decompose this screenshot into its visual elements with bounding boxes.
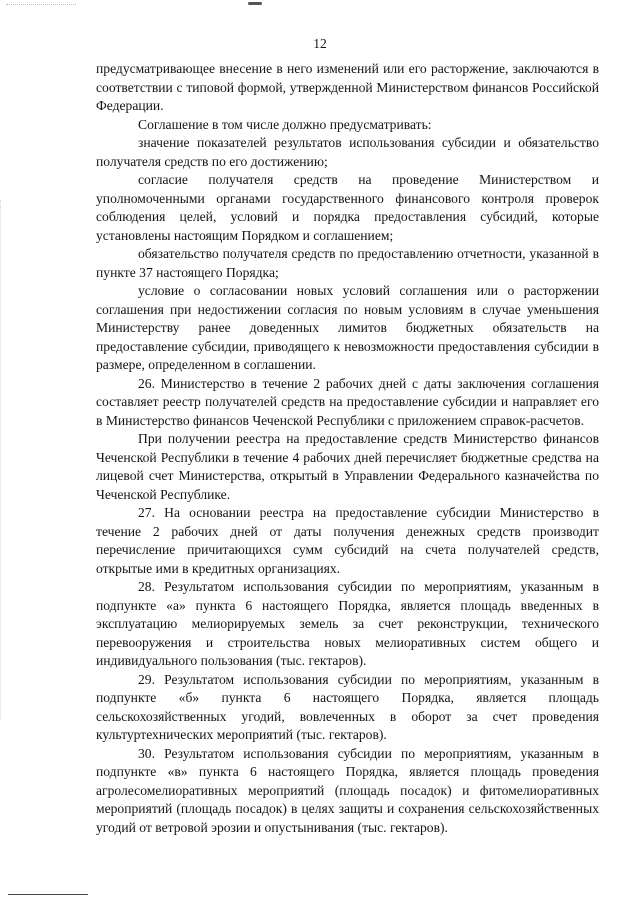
paragraph-item-26-transfer: При получении реестра на предоставление средств Министерство финансов Чеченской Республики в течение 4 рабочих дней перечисляет бюджетные средства на лицевой счет Министерства, открытый в Управлении Федерального казначейства по Чеченской Республике. [96, 431, 599, 502]
paragraph-item-26: 26. Министерство в течение 2 рабочих дней с даты заключения соглашения составляет реестр получателей средств на предоставление субсидии и направляет его в Министерство финансов Чеченской Республики с приложением справок-расчетов. [96, 375, 599, 428]
paragraph-termination-condition: условие о согласовании новых условий соглашения или о расторжении соглашения при недостижении согласия по новым условиям в случае уменьшения Министерству ранее доведенных лимитов бюджетных обязательств на предоставление субсидии, приводящего к невозможности предоставления субсидии в размере, определенном в соглашении. [96, 283, 599, 372]
paragraph-indicator-values: значение показателей результатов использования субсидии и обязательство получателя средств по его достижению; [96, 135, 599, 169]
paragraph-item-29: 29. Результатом использования субсидии по мероприятиям, указанным в подпункте «б» пункта 6 настоящего Порядка, является площадь сельскохозяйственных угодий, вовлеченных в оборот за счет проведения культуртехнических мероприятий (тыс. гектаров). [96, 671, 599, 742]
scan-artifact-top-left [6, 4, 76, 7]
document-body [96, 60, 599, 837]
paragraph-reporting-obligation: обязательство получателя средств по предоставлению отчетности, указанной в пункте 37 настоящего Порядка; [96, 246, 599, 280]
paragraph-item-28: 28. Результатом использования субсидии по мероприятиям, указанным в подпункте «а» пункта 6 настоящего Порядка, является площадь введенных в эксплуатацию мелиорируемых земель за счет реконструкции, технического перевооружения и строительства новых мелиоративных систем общего и индивидуального пользования (тыс. гектаров). [96, 579, 599, 668]
scan-artifact-left-edge [0, 200, 3, 720]
paragraph-control-consent: согласие получателя средств на проведение Министерством и уполномоченными органами государственного финансового контроля проверок соблюдения целей, условий и порядка предоставления субсидий, которые установлены настоящим Порядком и соглашением; [96, 172, 599, 243]
paragraph-agreement-intro: Соглашение в том числе должно предусматривать: [138, 116, 432, 132]
scan-artifact-bottom [8, 894, 88, 895]
paragraph-item-27: 27. На основании реестра на предоставление субсидии Министерство в течение 2 рабочих дней от даты получения денежных средств производит перечисление причитающихся сумм субсидий на счета получателей средств, открытые ими в кредитных организациях. [96, 505, 599, 576]
paragraph-continuation: предусматривающее внесение в него изменений или его расторжение, заключаются в соответствии с типовой формой, утвержденной Министерством финансов Российской Федерации. [96, 61, 599, 113]
paragraph-item-30: 30. Результатом использования субсидии по мероприятиям, указанным в подпункте «в» пункта 6 настоящего Порядка, является площадь проведения агролесомелиоративных мероприятий (площадь посадок) и фитомелиоративных мероприятий (площадь посадок) в целях защиты и сохранения сельскохозяйственных угодий от ветровой эрозии и опустынивания (тыс. гектаров). [96, 745, 599, 835]
scan-artifact-top [248, 2, 262, 5]
page-number: 12 [313, 36, 327, 51]
